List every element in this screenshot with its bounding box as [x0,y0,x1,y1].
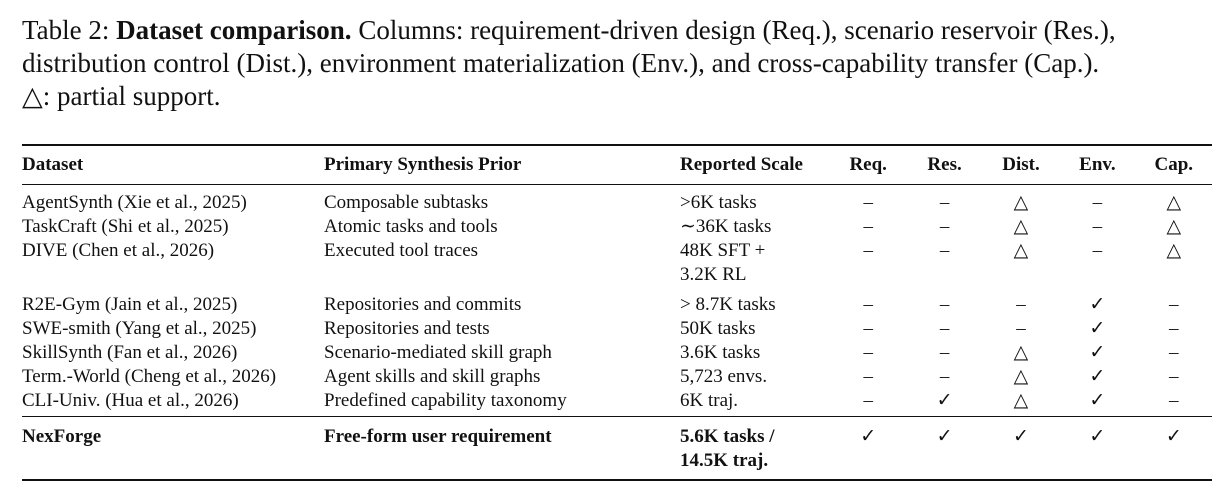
cell-dataset: TaskCraft (Shi et al., 2025) [22,216,229,237]
cell-scale [680,417,830,479]
cell-prior: Atomic tasks and tools [324,216,498,237]
cell-dataset: R2E-Gym (Jain et al., 2025) [22,294,238,315]
cell-cap: – [1169,294,1179,315]
cell-env: ✓ [1089,342,1106,363]
cell-req: – [863,366,873,387]
cell-scale: 50K tasks [680,318,756,339]
cell-res: – [939,294,950,315]
cell-dist: – [1016,318,1026,339]
cell-scale: ∼36K tasks [680,216,772,237]
cell-cap: △ [1166,216,1182,237]
cell-prior: Repositories and tests [324,318,490,339]
cell-cap: △ [1166,192,1182,213]
cell-res: – [939,240,950,261]
cell-req: – [863,216,873,237]
cell-prior: Scenario-mediated skill graph [324,342,552,363]
header-dist: Dist. [1002,154,1040,175]
header-cap: Cap. [1154,154,1194,175]
cell-env: – [1092,240,1103,261]
cell-scale-line2: 3.2K RL [680,264,747,285]
cell-req: – [863,192,873,213]
cell-req: – [863,294,873,315]
cell-env: ✓ [1089,294,1106,315]
cell-res: – [939,342,950,363]
cell-cap: – [1169,318,1179,339]
cell-res: – [939,192,950,213]
cell-req: ✓ [860,426,877,447]
cell-env: ✓ [1089,318,1106,339]
caption-legend-text: : partial support. [42,81,221,111]
cell-cap: – [1169,390,1179,411]
table-caption [22,14,1218,113]
comparison-table [22,144,1212,481]
cell-dist: △ [1013,192,1029,213]
cell-cap: – [1169,366,1179,387]
cell-res: ✓ [936,426,953,447]
cell-res: – [939,216,950,237]
header-prior: Primary Synthesis Prior [324,154,522,175]
cell-dist: △ [1013,366,1029,387]
cell-dist: △ [1013,240,1029,261]
cell-prior: Executed tool traces [324,240,479,261]
cell-scale: 6K traj. [680,390,739,411]
table-row [22,239,1212,287]
cell-dist: △ [1013,342,1029,363]
table-row [22,185,1212,215]
cell-prior: Agent skills and skill graphs [324,366,541,387]
cell-dataset: Term.-World (Cheng et al., 2026) [22,366,277,387]
header-req: Req. [849,154,887,175]
cell-prior: Free-form user requirement [324,426,552,447]
cell-env: ✓ [1089,390,1106,411]
cell-prior: Predefined capability taxonomy [324,390,567,411]
cell-dataset: SkillSynth (Fan et al., 2026) [22,342,238,363]
cell-res: – [939,366,950,387]
table-row [22,215,1212,239]
cell-scale: > 8.7K tasks [680,294,776,315]
table-row [22,341,1212,365]
table-row [22,287,1212,317]
cell-env: – [1092,192,1103,213]
cell-req: – [863,240,873,261]
cell-scale: 5,723 envs. [680,366,768,387]
cell-res: ✓ [936,390,953,411]
cell-env: ✓ [1089,426,1106,447]
cell-res: – [939,318,950,339]
cell-dist: △ [1013,216,1029,237]
cell-prior: Repositories and commits [324,294,522,315]
cell-scale-line1: 5.6K tasks / [680,426,775,447]
cell-env: ✓ [1089,366,1106,387]
cell-env: – [1092,216,1103,237]
cell-dataset: NexForge [22,426,102,447]
header-scale: Reported Scale [680,154,803,175]
cell-dataset: SWE-smith (Yang et al., 2025) [22,318,257,339]
header-res: Res. [927,154,962,175]
cell-prior: Composable subtasks [324,192,489,213]
cell-scale-line1: 48K SFT + [680,240,766,261]
cell-dataset: DIVE (Chen et al., 2026) [22,240,215,261]
cell-dist: ✓ [1013,426,1029,447]
cell-dataset: CLI-Univ. (Hua et al., 2026) [22,390,239,411]
cell-scale [680,239,830,287]
table-row-nexforge [22,417,1212,479]
table-bottom-rule [22,479,1212,481]
cell-scale: 3.6K tasks [680,342,761,363]
caption-text: Columns: requirement-driven design (Req.), scenario reservoir (Res.), distribution control (Dist.), environment materialization (Env.), and cross-capability transfer (Cap.). [22,15,1116,78]
caption-label: Table 2: [22,15,110,45]
caption-title: Dataset comparison. [116,15,352,45]
cell-dist: △ [1013,390,1029,411]
table-row [22,389,1212,416]
table-row [22,365,1212,389]
cell-req: – [863,390,873,411]
cell-dist: – [1016,294,1026,315]
header-dataset: Dataset [22,154,84,175]
cell-req: – [863,318,873,339]
table-row [22,317,1212,341]
cell-cap: – [1169,342,1179,363]
triangle-icon: △ [22,81,43,111]
cell-scale-line2: 14.5K traj. [680,450,769,471]
table-header-row [22,146,1212,184]
cell-req: – [863,342,873,363]
cell-scale: >6K tasks [680,192,757,213]
header-env: Env. [1079,154,1116,175]
cell-cap: △ [1166,240,1182,261]
cell-cap: ✓ [1165,426,1182,447]
cell-dataset: AgentSynth (Xie et al., 2025) [22,192,247,213]
